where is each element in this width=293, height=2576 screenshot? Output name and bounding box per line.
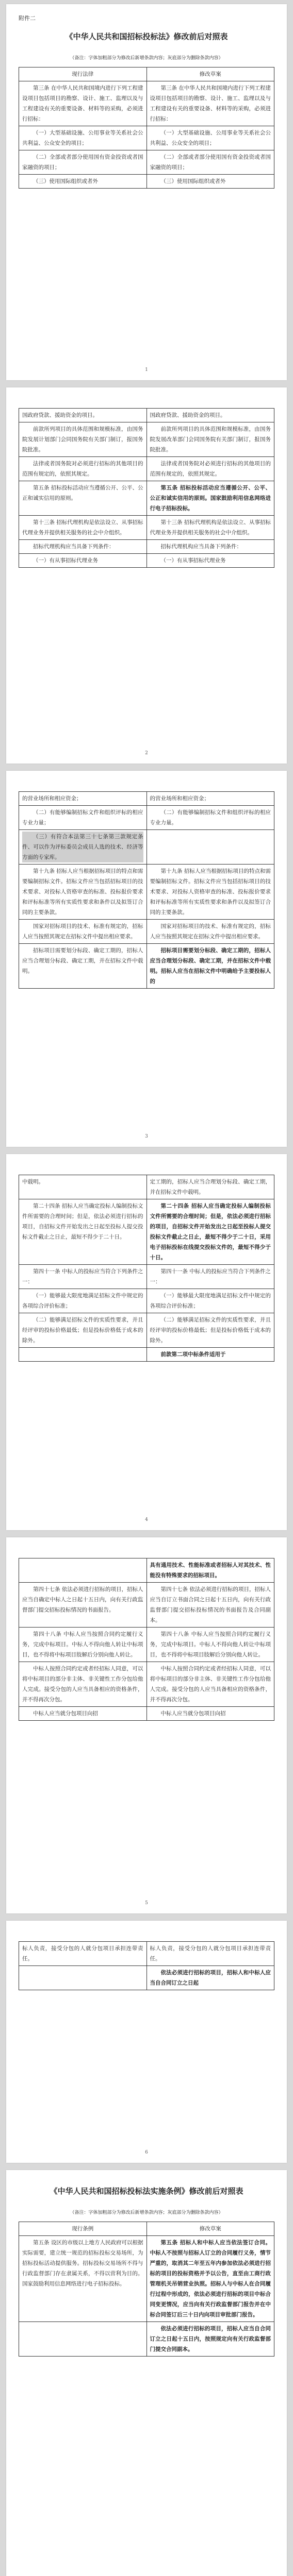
table-row (19, 481, 274, 516)
table-row (19, 2322, 274, 2357)
table-row (19, 554, 274, 568)
cell-current: 第二十四条 招标人应当确定投标人编制投标文件所需要的合理时间；但是，依法必须进行招标的项目，自招标文件开始发出之日起至投标人提交投标文件截止之日止，最短不得少于二十日。 (19, 1199, 147, 1265)
table-row (19, 1628, 274, 1662)
cell-draft: 招标项目需要划分标段、确定工期的，招标人应当合理划分标段、确定工期，并在招标文件中载明。招标人应当在招标文件中明确给予主要投标人的 (146, 944, 274, 989)
cell-draft: 国政府贷款、援助资金的项目。 (146, 409, 274, 422)
table-row (19, 792, 274, 806)
doc-note-regulation: （备注：字体加粗部分为修改后新增条款内容；灰底部分为删除条款内容） (70, 2210, 223, 2215)
table-row (19, 150, 274, 175)
table-row (19, 516, 274, 540)
cell-draft: 第四十八条 中标人应当按照合同约定履行义务，完成中标项目。中标人不得向他人转让中标项目，也不得将中标项目肢解后分别向他人转让。 (146, 1628, 274, 1662)
page-number: 4 (145, 1517, 148, 1522)
table-row (19, 175, 274, 189)
cell-draft: 定工期的，招标人应当合理划分标段、确定工期，并在招标文件中载明。 (146, 1175, 274, 1199)
table-row (19, 1942, 274, 1966)
cell-current: 第十三条 招标代理机构是依法设立、从事招标代理业务并提供相关服务的社会中介组织。 (19, 516, 147, 540)
comparison-table-p5 (19, 1558, 274, 1721)
cell-draft: 前款所列项目的具体范围和规模标准，由国务院发展改革部门会同国务院有关部门制订，报国务院批准。 (146, 422, 274, 457)
table-row (19, 422, 274, 457)
cell-draft: 第五条 招标人和中标人应当依法签订合同。中标人不按照与招标人订立的合同履行义务，情节严重的，取消其二年至五年内参加依法必须进行招标的项目的投标资格并予以公告，直至由工商行政管理机关吊销营业执照。招标人与中标人在合同履行过程中形成的，依法必须进行招标的项目中标合同变更情况，应当向有关行政监督部门报告并在中标合同签订后三十日内向项目审批部门报告。 (146, 2236, 274, 2322)
cell-current (19, 1348, 147, 1362)
comparison-table-p4 (19, 1175, 274, 1362)
col-header-draft: 修改草案 (146, 67, 274, 81)
comparison-table-p6 (19, 1941, 274, 1990)
cell-draft: 第四十一条 中标人的投标应当符合下列条件之一： (146, 1265, 274, 1289)
cell-current: （一）大型基础设施、公用事业等关系社会公共利益、公众安全的项目； (19, 126, 147, 150)
cell-current: （三）使用国际组织或者外 (19, 175, 147, 189)
table-row (19, 865, 274, 920)
cell-draft: （二）有能够编制招标文件和组织评标的相应专业力量。 (146, 806, 274, 830)
cell-draft: 法律或者国务院对必须进行招标的其他项目的范围有规定的，依照其规定。 (146, 457, 274, 481)
table-row (19, 1558, 274, 1583)
cell-draft: （一）能够最大限度地满足招标文件中规定的各项综合评价标准； (146, 1289, 274, 1313)
cell-current: 招标代理机构应当具备下列条件： (19, 540, 147, 554)
cell-current: 标人负责，接受分包的人就分包项目承担连带责任。 (19, 1942, 147, 1966)
cell-draft: 具有通用技术、性能标准或者招标人对其技术、性能没有特殊要求的招标项目。 (146, 1558, 274, 1583)
page-number: 3 (145, 1134, 148, 1139)
cell-draft: 第四十七条 依法必须进行招标的项目，招标人应当自订立书面合同之日起十五日内，向有关行政监督部门提交招标投标情况的书面报告及合同副本。 (146, 1583, 274, 1628)
cell-draft: 招标代理机构应当具备下列条件： (146, 540, 274, 554)
cell-current: 第十九条 招标人应当根据招标项目的特点和需要编制招标文件。招标文件应当包括招标项目的技术要求、对投标人资格审查的标准、投标报价要求和评标标准等所有实质性要求和条件以及拟签订合同的主要条款。 (19, 865, 147, 920)
cell-draft: 的营业场所和相应资金； (146, 792, 274, 806)
table-row (19, 1707, 274, 1721)
table-row (19, 2236, 274, 2322)
cell-draft (146, 830, 274, 865)
table-row (19, 920, 274, 944)
table-header-row (19, 2222, 274, 2236)
page-number: 1 (145, 367, 148, 372)
table-row (19, 944, 274, 989)
cell-current: （一）能够最大限度地满足招标文件中规定的各项综合评价标准； (19, 1289, 147, 1313)
col-header-draft: 修改草案 (146, 2222, 274, 2236)
page-2 (6, 387, 287, 764)
cell-draft: （二）能够满足招标文件的实质性要求，并且经评审的投标价格最低；但是投标价格低于成本的除外。 (146, 1313, 274, 1348)
table-row (19, 1662, 274, 1707)
cell-current: （一）有从事招标代理业务 (19, 554, 147, 568)
cell-draft: 前款第二项中标条件适用于 (146, 1348, 274, 1362)
table-row (19, 1966, 274, 1990)
cell-current: 第五条 招标投标活动应当遵循公开、公平、公正和诚实信用的原则。 (19, 481, 147, 516)
doc-title-regulation: 《中华人民共和国招标投标法实施条例》修改前后对照表 (50, 2187, 243, 2196)
cell-current: 第五条 设区的市级以上地方人民政府可以根据实际需要，建立统一规范的招标投标交易场所，为招标投标活动提供服务。招标投标交易场所不得与行政监督部门存在隶属关系，不得以营利为目的。国家鼓励利用信息网络进行电子招标投标。 (19, 2236, 147, 2322)
page-number: 2 (145, 751, 148, 756)
table-row (19, 1313, 274, 1348)
table-row (19, 1175, 274, 1199)
cell-current: （二）能够满足招标文件的实质性要求，并且经评审的投标价格最低；但是投标价格低于成本的除外。 (19, 1313, 147, 1348)
cell-draft: （三）使用国际组织或者外 (146, 175, 274, 189)
table-row (19, 126, 274, 150)
cell-draft: 中标人按照合同约定或者经招标人同意，可以将中标项目的部分非主体、非关键性工作分包给他人完成。接受分包的人应当具备相应的资格条件，并不得再次分包。 (146, 1662, 274, 1707)
table-row (19, 1265, 274, 1289)
cell-draft: （一）大型基础设施、公用事业等关系社会公共利益、公众安全的项目； (146, 126, 274, 150)
cell-current (19, 1558, 147, 1583)
table-row (19, 409, 274, 422)
cell-current (19, 2322, 147, 2357)
cell-current: 第三条 在中华人民共和国境内进行下列工程建设项目包括项目的勘察、设计、施工、监理以及与工程建设有关的重要设备、材料等的采购，必须进行招标： (19, 81, 147, 126)
table-row (19, 1289, 274, 1313)
cell-current: 法律或者国务院对必须进行招标的其他项目的范围有规定的，依照其规定。 (19, 457, 147, 481)
page-4 (6, 1154, 287, 1530)
cell-current: 招标项目需要划分标段、确定工期的，招标人应当合理划分标段、确定工期，并在招标文件中载明。 (19, 944, 147, 989)
cell-current: 中标人应当就分包项目向招 (19, 1707, 147, 1721)
cell-draft: 中标人应当就分包项目向招 (146, 1707, 274, 1721)
cell-draft: 第三条 在中华人民共和国境内进行下列工程建设项目包括项目的勘察、设计、施工、监理以及与工程建设有关的重要设备、材料等的采购，必须进行招标： (146, 81, 274, 126)
cell-current: 国政府贷款、援助资金的项目。 (19, 409, 147, 422)
col-header-current: 现行法律 (19, 67, 147, 81)
cell-current: （三）有符合本法第三十七条第三款规定条件、可以作为评标委员会成员人选的技术、经济等方面的专家库。 (19, 830, 147, 865)
table-row (19, 81, 274, 126)
comparison-table-p1 (19, 67, 274, 189)
table-row (19, 540, 274, 554)
table-row (19, 1583, 274, 1628)
page-1 (6, 4, 287, 380)
cell-current: 中标人按照合同约定或者经招标人同意，可以将中标项目的部分非主体、非关键性工作分包给他人完成。接受分包的人应当具备相应的资格条件，并不得再次分包。 (19, 1662, 147, 1707)
table-row (19, 806, 274, 830)
cell-draft: 第十三条 招标代理机构是依法设立、从事招标代理业务并提供相关服务的社会中介组织。 (146, 516, 274, 540)
page-5 (6, 1537, 287, 1913)
attachment-label: 附件二 (19, 15, 36, 22)
cell-current: 第四十一条 中标人的投标应当符合下列条件之一： (19, 1265, 147, 1289)
col-header-current: 现行条例 (19, 2222, 147, 2236)
table-header-row (19, 67, 274, 81)
doc-note-law: （备注：字体加粗部分为修改后新增条款内容；灰底部分为删除条款内容） (70, 56, 223, 61)
cell-draft: 第二十四条 招标人应当确定投标人编制投标文件所需要的合理时间；但是，依法必须进行招标的项目，自招标文件开始发出之日起至投标人提交投标文件截止之日止，最短不得少于二十日，采用电子招标投标在线提交投标文件的，最短不得少于十日。 (146, 1199, 274, 1265)
cell-current: 第四十七条 依法必须进行招标的项目，招标人应当自确定中标人之日起十五日内，向有关行政监督部门提交招标投标情况的书面报告。 (19, 1583, 147, 1628)
page-3 (6, 771, 287, 1147)
table-row (19, 1348, 274, 1362)
table-row (19, 830, 274, 865)
cell-current: 中载明。 (19, 1175, 147, 1199)
cell-current (19, 1966, 147, 1990)
page-number: 5 (145, 1901, 148, 1906)
page-7 (6, 2170, 287, 2576)
cell-draft: 标人负责，接受分包的人就分包项目承担连带责任。 (146, 1942, 274, 1966)
comparison-table-p2 (19, 408, 274, 568)
cell-draft: 依法必须进行招标的项目，招标人和中标人应当自合同订立之日起 (146, 1966, 274, 1990)
page-6 (6, 1921, 287, 2163)
cell-current: 前款所列项目的具体范围和规模标准，由国务院发展计划部门会同国务院有关部门制订，报国务院批准。 (19, 422, 147, 457)
comparison-table-p3 (19, 791, 274, 989)
comparison-table-p7 (19, 2222, 274, 2357)
cell-draft: （一）有从事招标代理业务 (146, 554, 274, 568)
cell-draft: （二）全部或者部分使用国有资金投资或者国家融资的项目； (146, 150, 274, 175)
cell-current: 的营业场所和相应资金； (19, 792, 147, 806)
cell-current: 第四十八条 中标人应当按照合同约定履行义务，完成中标项目。中标人不得向他人转让中标项目，也不得将中标项目肢解后分别向他人转让。 (19, 1628, 147, 1662)
cell-current: 国家对招标项目的技术、标准有规定的，招标人应当按照其规定在招标文件中提出相应要求。 (19, 920, 147, 944)
cell-draft: 第五条 招标投标活动应当遵循公开、公平、公正和诚实信用的原则。国家鼓励利用信息网络进行电子招标投标。 (146, 481, 274, 516)
table-row (19, 457, 274, 481)
page-number: 6 (145, 2150, 148, 2155)
cell-current: （二）全部或者部分使用国有资金投资或者国家融资的项目； (19, 150, 147, 175)
doc-title-law: 《中华人民共和国招标投标法》修改前后对照表 (65, 32, 228, 41)
cell-draft: 依法必须进行招标的项目，招标人应当自合同订立之日起十五日内，按照规定向有关行政监督部门提交合同副本。 (146, 2322, 274, 2357)
cell-draft: 国家对招标项目的技术、标准有规定的，招标人应当按照其规定在招标文件中提出相应要求。 (146, 920, 274, 944)
cell-draft: 第十九条 招标人应当根据招标项目的特点和需要编制招标文件。招标文件应当包括招标项目的技术要求、对投标人资格审查的标准、投标报价要求和评标标准等所有实质性要求和条件以及拟签订合同的主要条款。 (146, 865, 274, 920)
table-row (19, 1199, 274, 1265)
cell-current: （二）有能够编制招标文件和组织评标的相应专业力量； (19, 806, 147, 830)
